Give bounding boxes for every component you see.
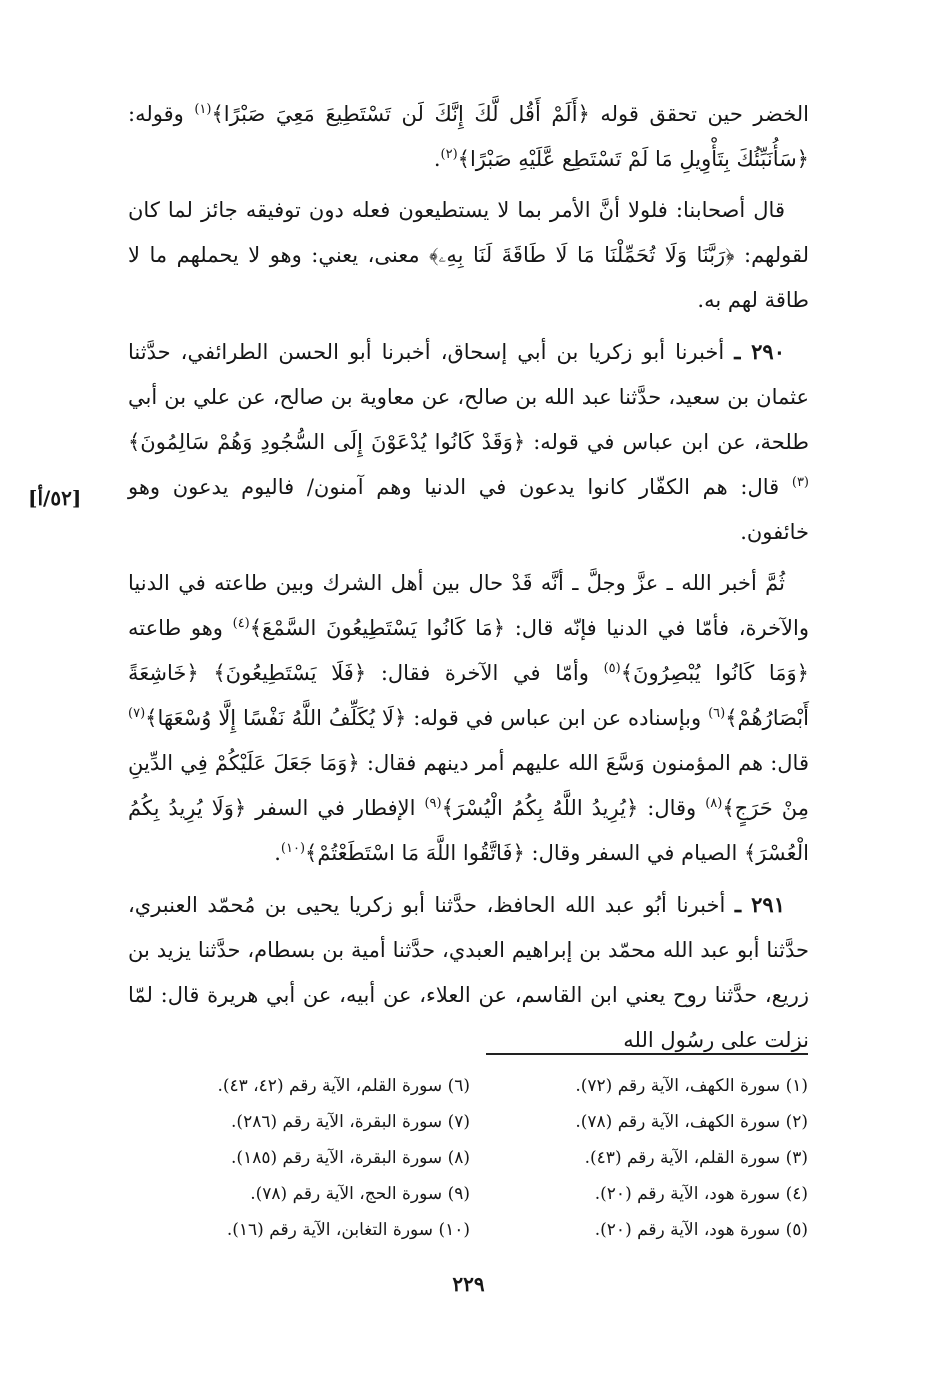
text-span: وأمّا في الآخرة فقال: — [366, 661, 604, 685]
footnote-ref[interactable]: (٧) — [128, 706, 146, 721]
footnote-item: (١٠) سورة التغابن، الآية رقم (١٦). — [226, 1220, 470, 1240]
text-span: الصيام في السفر وقال: — [524, 841, 744, 865]
footnote-item: (٥) سورة هود، الآية رقم (٢٠). — [594, 1220, 808, 1240]
paragraph-290 — [128, 329, 809, 555]
footnote-item: (٦) سورة القلم، الآية رقم (٤٢، ٤٣). — [217, 1076, 470, 1096]
main-text — [128, 92, 809, 1069]
text-span: معنى، يعني: وهو لا يحملهم ما لا طاقة لهم به. — [128, 243, 809, 312]
quran-verse: ﴿فَلَا يَسْتَطِيعُونَ﴾ ﴿خَاشِعَةً أَبْصَارُهُمْ﴾ — [128, 661, 809, 730]
footnote-column-left — [140, 1068, 470, 1248]
quran-verse: ﴿سَأُنَبِّئُكَ بِتَأْوِيلِ مَا لَمْ تَسْتَطِع عَّلَيْهِ صَبْرًا﴾ — [457, 147, 809, 171]
footnote-item: (٢) سورة الكهف، الآية رقم (٧٨). — [575, 1112, 808, 1132]
text-span: أخبرنا أبُو عبد الله الحافظ، حدَّثنا أبو زكريا يحيى بن مُحمّد العنبري، حدَّثنا أبو عبد الله محمّد بن إبراهيم العبدي، حدَّثنا أمية بن بسطام، حدَّثنا يزيد بن زريع، حدَّثنا روح يعني ابن القاسم، عن العلاء، عن أبيه، عن أبي هريرة قال: لمّا نزلت على رسُول الله — [128, 893, 809, 1052]
footnotes — [140, 1068, 808, 1248]
footnote-item: (٤) سورة هود، الآية رقم (٢٠). — [594, 1184, 808, 1204]
hadith-number: ٢٩١ ـ — [734, 892, 785, 917]
text-span: قال: هم المؤمنون وَسَّعَ الله عليهم أمر دينهم فقال: — [359, 751, 809, 775]
quran-verse: ﴿أَلَمْ أَقُل لَّكَ إِنَّكَ لَن تَسْتَطِيعَ مَعِيَ صَبْرًا﴾ — [211, 102, 590, 126]
text-span: ثُمَّ أخبر الله ـ عزَّ وجلَّ ـ أنَّه قَدْ حال بين أهل الشرك وبين طاعته في الدنيا والآخرة، فأمّا في الدنيا فإنّه قال: — [128, 571, 810, 640]
quran-verse: ﴿رَبَّنَا وَلَا تُحَمِّلْنَا مَا لَا طَاقَةَ لَنَا بِهِۦ﴾ — [429, 243, 735, 267]
text-span: قال أصحابنا: فلولا أنَّ الأمر بما لا يستطيعون فعله دون توفيقه جائز لما كان لقولهم: — [128, 198, 809, 267]
paragraph-2 — [128, 188, 809, 323]
quran-verse: ﴿يُرِيدُ اللَّهُ بِكُمُ الْيُسْرَ﴾ — [441, 796, 639, 820]
text-span: وقوله: — [128, 102, 195, 126]
text-span: وقال: — [638, 796, 706, 820]
folio-marker: [٥٢/أ] — [28, 486, 82, 510]
footnote-ref[interactable]: (١٠) — [280, 841, 306, 856]
footnote-ref[interactable]: (٨) — [705, 796, 723, 811]
quran-verse: ﴿وَمَا كَانُوا يُبْصِرُونَ﴾ — [620, 661, 809, 685]
quran-verse: ﴿وَقَدْ كَانُوا يُدْعَوْنَ إِلَى السُّجُودِ وَهُمْ سَالِمُونَ﴾ — [128, 430, 526, 454]
hadith-number: ٢٩٠ ـ — [734, 339, 785, 364]
paragraph-291 — [128, 882, 809, 1063]
footnote-ref[interactable]: (٦) — [708, 706, 726, 721]
footnote-item: (٨) سورة البقرة، الآية رقم (١٨٥). — [231, 1148, 470, 1168]
footnote-ref[interactable]: (٥) — [603, 661, 621, 676]
footnote-ref[interactable]: (٣) — [791, 475, 809, 490]
quran-verse: ﴿لَا يُكَلِّفُ اللَّهُ نَفْسًا إِلَّا وُسْعَهَا﴾ — [145, 706, 407, 730]
quran-verse: ﴿فَاتَّقُوا اللَّهَ مَا اسْتَطَعْتُمْ﴾ — [305, 841, 525, 865]
footnote-ref[interactable]: (٩) — [424, 796, 442, 811]
text-span: . — [274, 841, 281, 865]
footnote-ref[interactable]: (١) — [194, 102, 212, 117]
footnote-item: (٧) سورة البقرة، الآية رقم (٢٨٦). — [231, 1112, 470, 1132]
footnote-ref[interactable]: (٤) — [232, 616, 250, 631]
footnote-column-right — [478, 1068, 808, 1248]
page-number: ٢٢٩ — [452, 1272, 485, 1296]
text-span: وبإسناده عن ابن عباس في قوله: — [406, 706, 709, 730]
paragraph-4 — [128, 561, 809, 876]
quran-verse: ﴿مَا كَانُوا يَسْتَطِيعُونَ السَّمْعَ﴾ — [249, 616, 506, 640]
text-span: وهو طاعته — [128, 616, 233, 640]
text-span: قال: هم الكفّار كانوا يدعون في الدنيا وهم آمنون/ فاليوم يدعون وهو خائفون. — [128, 475, 809, 544]
paragraph-1 — [128, 92, 809, 182]
text-span: أخبرنا أبو زكريا بن أبي إسحاق، أخبرنا أبو الحسن الطرائفي، حدَّثنا عثمان بن سعيد، حدَّثنا عبد الله بن صالح، عن معاوية بن صالح، عن علي بن أبي طلحة، عن ابن عباس في قوله: — [128, 340, 809, 454]
text-span: الخضر حين تحقق قوله — [589, 102, 809, 126]
footnote-ref[interactable]: (٢) — [440, 147, 458, 162]
footnote-item: (١) سورة الكهف، الآية رقم (٧٢). — [575, 1076, 808, 1096]
text-span: الإفطار في السفر — [246, 796, 425, 820]
quran-verse: ﴿وَمَا جَعَلَ عَلَيْكُمْ فِي الدِّينِ مِنْ حَرَجٍ﴾ — [128, 751, 809, 820]
text-span: . — [433, 147, 441, 171]
footnote-item: (٩) سورة الحج، الآية رقم (٧٨). — [250, 1184, 470, 1204]
quran-verse: ﴿وَلَا يُرِيدُ بِكُمُ الْعُسْرَ﴾ — [128, 796, 809, 865]
footnote-divider — [486, 1053, 808, 1055]
footnote-item: (٣) سورة القلم، الآية رقم (٤٣). — [584, 1148, 808, 1168]
